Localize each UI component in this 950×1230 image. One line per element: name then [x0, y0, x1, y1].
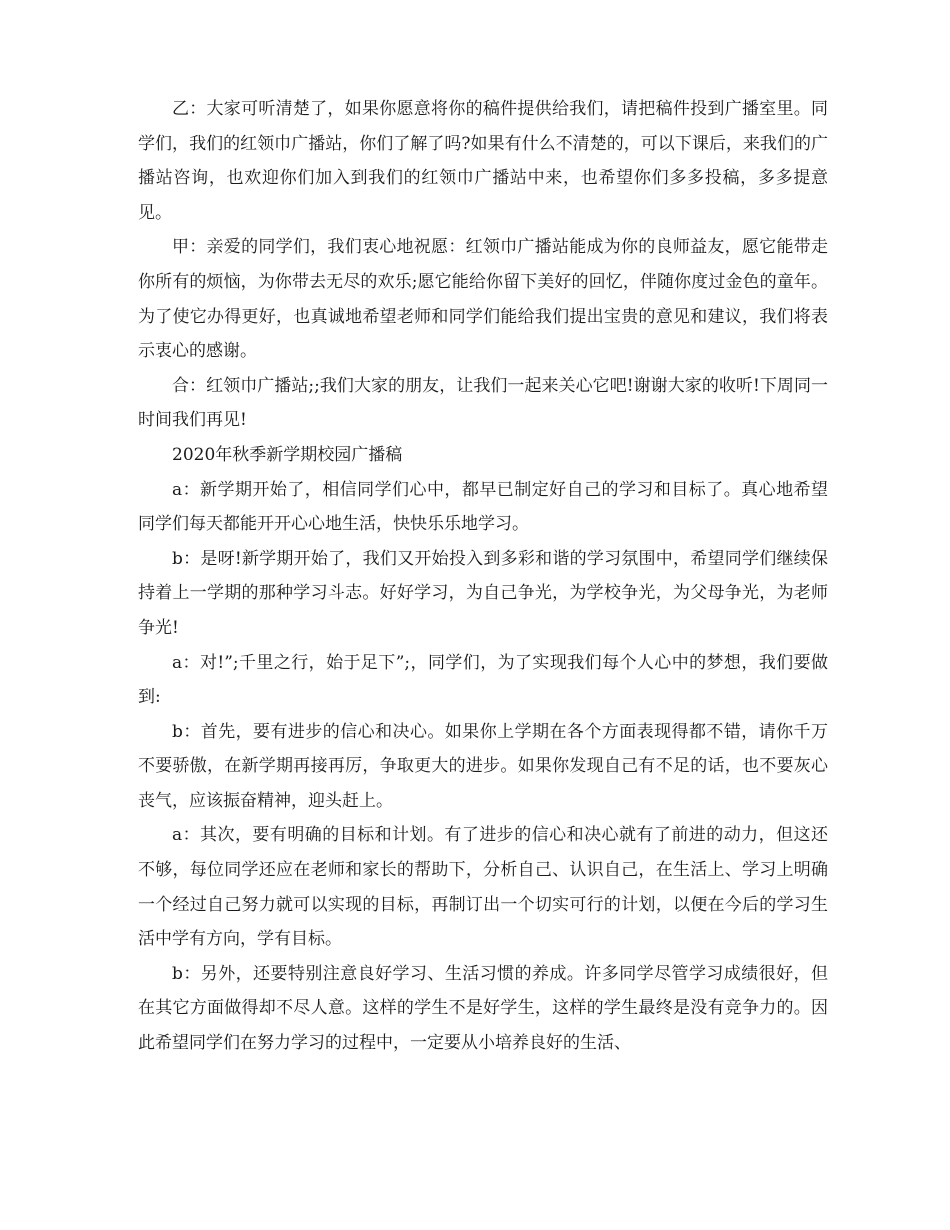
paragraph-1: 乙：大家可听清楚了，如果你愿意将你的稿件提供给我们，请把稿件投到广播室里。同学们，我们的红领巾广播站，你们了解了吗?如果有什么不清楚的，可以下课后，来我们的广播站咨询，也欢迎你们加入到我们的红领巾广播站中来，也希望你们多多投稿，多多提意见。: [138, 99, 828, 223]
paragraph-9: a：其次，要有明确的目标和计划。有了进步的信心和决心就有了前进的动力，但这还不够，每位同学还应在老师和家长的帮助下，分析自己、认识自己，在生活上、学习上明确一个经过自己努力就可以实现的目标，再制订出一个切实可行的计划，以便在今后的学习生活中学有方向，学有目标。: [138, 825, 828, 950]
paragraph-2: 甲：亲爱的同学们，我们衷心地祝愿：红领巾广播站能成为你的良师益友，愿它能带走你所有的烦恼，为你带去无尽的欢乐;愿它能给你留下美好的回忆，伴随你度过金色的童年。为了使它办得更好，也真诚地希望老师和同学们能给我们提出宝贵的意见和建议，我们将表示衷心的感谢。: [138, 237, 828, 362]
document-body: [138, 92, 828, 1061]
paragraph-5: a：新学期开始了，相信同学们心中，都早已制定好自己的学习和目标了。真心地希望同学们每天都能开开心心地生活，快快乐乐地学习。: [138, 479, 828, 535]
paragraph-8: b：首先，要有进步的信心和决心。如果你上学期在各个方面表现得都不错，请你千万不要骄傲，在新学期再接再厉，争取更大的进步。如果你发现自己有不足的话，也不要灰心丧气，应该振奋精神，迎头赶上。: [138, 721, 828, 811]
paragraph-3: 合：红领巾广播站;;我们大家的朋友，让我们一起来关心它吧!谢谢大家的收听!下周同一时间我们再见!: [138, 375, 828, 431]
paragraph-10: b：另外，还要特别注意良好学习、生活习惯的养成。许多同学尽管学习成绩很好，但在其它方面做得却不尽人意。这样的学生不是好学生，这样的学生最终是没有竞争力的。因此希望同学们在努力学习的过程中，一定要从小培养良好的生活、: [138, 963, 828, 1054]
paragraph-6: b：是呀!新学期开始了，我们又开始投入到多彩和谐的学习氛围中，希望同学们继续保持着上一学期的那种学习斗志。好好学习，为自己争光，为学校争光，为父母争光，为老师争光!: [138, 548, 828, 638]
section-title: 2020年秋季新学期校园广播稿: [172, 444, 403, 465]
paragraph-7: a：对!”;千里之行，始于足下”;，同学们，为了实现我们每个人心中的梦想，我们要做到:: [138, 652, 828, 708]
